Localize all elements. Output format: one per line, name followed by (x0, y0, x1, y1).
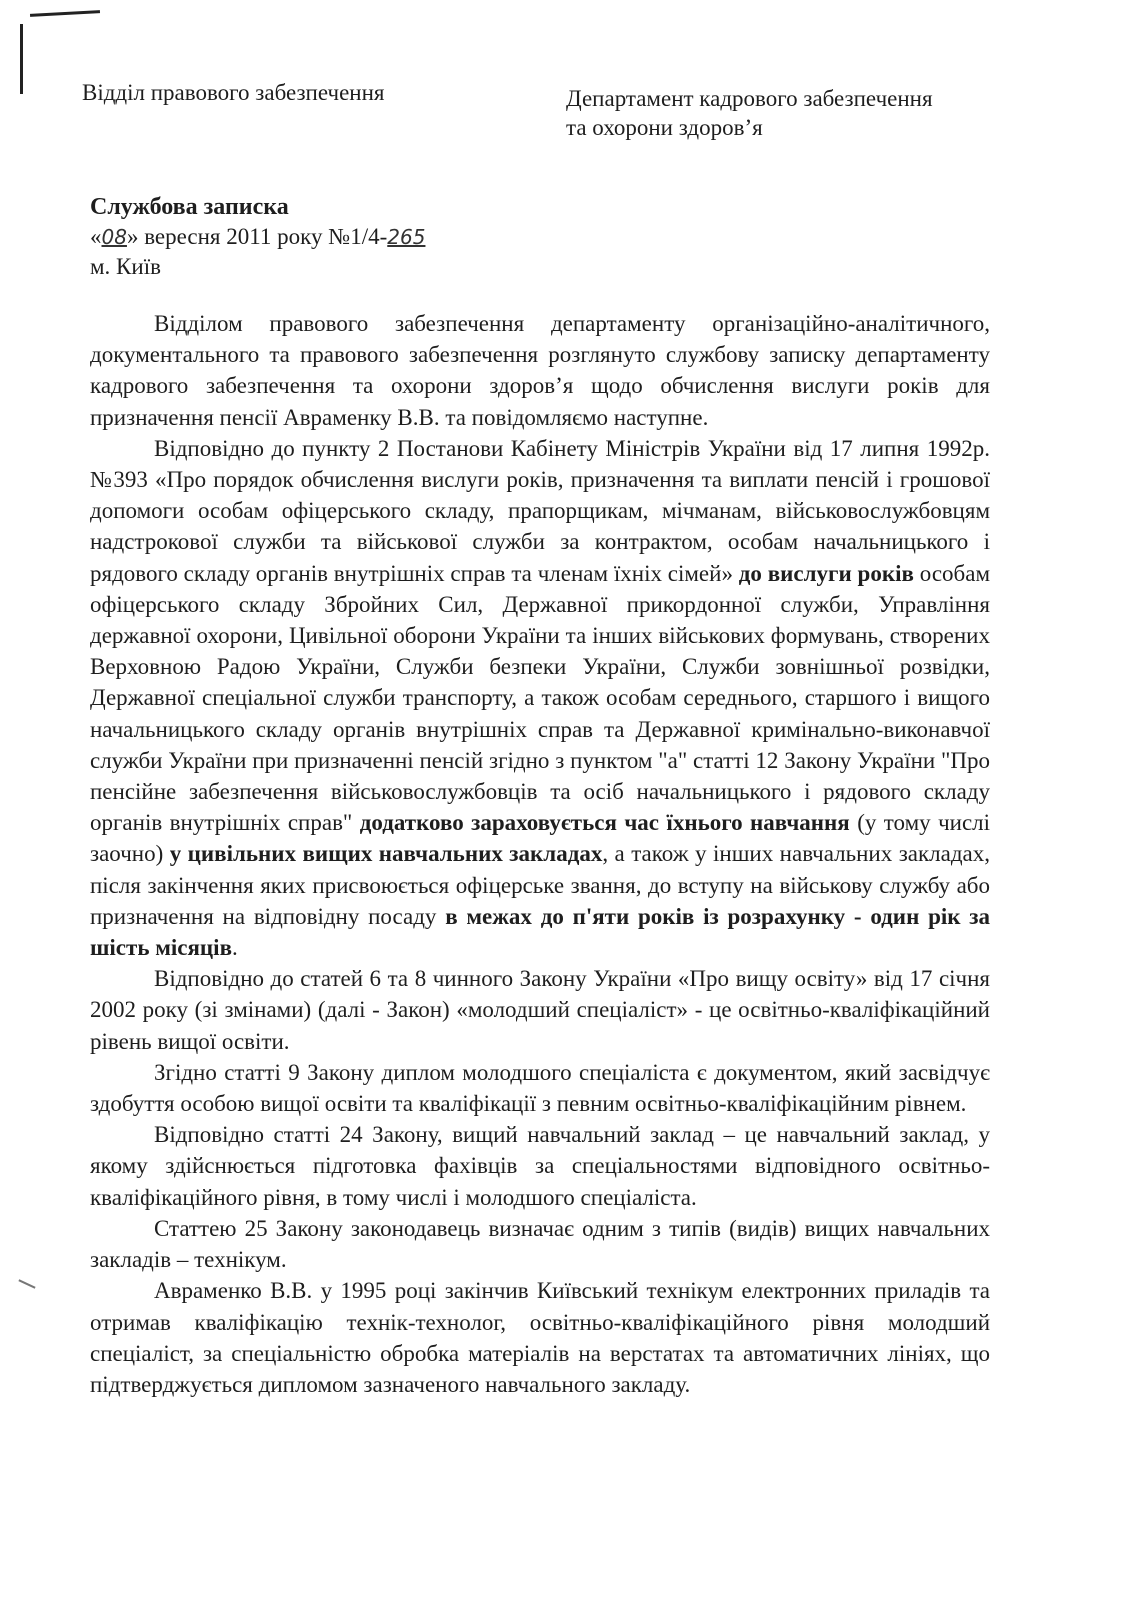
regulation-text: , а також у інших навчальних закладах, після закінчення яких присвоюється офіцерське звання, до вступу на військову службу або призначення на відповідну посаду (90, 841, 991, 929)
handwritten-day: 08 (101, 225, 127, 249)
date-open-quote: « (90, 224, 102, 249)
sender-department: Відділ правового забезпечення (82, 80, 385, 105)
handwritten-registration-number: 265 (387, 225, 426, 249)
recipient-line: та охорони здоров’я (566, 115, 763, 140)
memo-city: м. Київ (90, 254, 161, 279)
regulation-bold-text: додатково зараховується час їхнього навчання (359, 810, 850, 836)
paragraph-article-24: Відповідно статті 24 Закону, вищий навчальний заклад – це навчальний заклад, у якому здійснюється підготовка фахівців за спеціальностями відповідного освітньо-кваліфікаційного рівня, в тому числі і молодшого спеціаліста. (90, 1122, 990, 1210)
regulation-text: Відповідно до пункту 2 Постанови Кабінету Міністрів України від 17 липня 1992р. №393 «Про порядок обчислення вислуги років, призначення та виплати пенсій і грошової допомоги особам офіцерського складу, прапорщикам, мічманам, військовослужбовцям надстрокової служби та військової служби за контрактом, особам начальницького і рядового складу органів внутрішніх справ та членам їхніх сімей» (90, 435, 990, 586)
regulation-text: . (232, 935, 238, 961)
paragraph-intro: Відділом правового забезпечення департаменту організаційно-аналітичного, документального та правового забезпечення розглянуто службову записку департаменту кадрового забезпечення та охорони здоров’я щодо обчислення вислуги років для призначення пенсії Авраменку В.В. та повідомляємо наступне. (90, 311, 990, 430)
memo-date-line (90, 222, 425, 252)
memo-title: Службова записка (90, 194, 289, 220)
scan-corner-mark (30, 10, 100, 17)
paragraph-avramenko: Авраменко В.В. у 1995 році закінчив Київський технікум електронних приладів та отримав кваліфікацію технік-технолог, освітньо-кваліфікаційного рівня молодший спеціаліст, за спеціальністю обробка матеріалів на верстатах та автоматичних лініях, що підтверджується дипломом зазначеного навчального закладу. (90, 1278, 990, 1397)
regulation-text: (у тому числі заочно) (90, 810, 991, 867)
paragraph-regulation (90, 433, 990, 963)
scan-margin-mark (18, 1279, 35, 1288)
recipient-department (566, 84, 933, 142)
paragraph-article-25: Статтею 25 Закону законодавець визначає одним з типів (видів) вищих навчальних закладів – технікум. (90, 1215, 990, 1273)
paragraph-education-law: Відповідно до статей 6 та 8 чинного Закону України «Про вищу освіту» від 17 січня 2002 року (зі змінами) (далі - Закон) «молодший спеціаліст» - це освітньо-кваліфікаційний рівень вищої освіти. (90, 966, 990, 1054)
date-month-year-number: » вересня 2011 року №1/4- (126, 224, 388, 249)
regulation-bold-text: до вислуги років (738, 560, 914, 586)
paragraph-article-9: Згідно статті 9 Закону диплом молодшого спеціаліста є документом, який засвідчує здобуття особою вищої освіти та кваліфікації з певним освітньо-кваліфікаційним рівнем. (90, 1059, 990, 1117)
recipient-line: Департамент кадрового забезпечення (566, 86, 933, 111)
memo-body (90, 308, 990, 1400)
scan-corner-mark-vertical (20, 24, 23, 94)
regulation-bold-text: в межах до п'яти років із розрахунку - один рік за шість місяців (90, 903, 991, 961)
regulation-bold-text: у цивільних вищих навчальних закладах (169, 841, 603, 867)
memo-header (90, 193, 425, 281)
regulation-text: особам офіцерського складу Збройних Сил, Державної прикордонної служби, Управління державної охорони, Цивільної оборони України та інших військових формувань, створених Верховною Радою України, Служби безпеки України, Служби зовнішньої розвідки, Державної спеціальної служби транспорту, а також особам середнього, старшого і вищого начальницького складу органів внутрішніх справ та Державної кримінально-виконавчої служби України при призначенні пенсій згідно з пунктом "а" статті 12 Закону України "Про пенсійне забезпечення військовослужбовців та осіб начальницького і рядового складу органів внутрішніх справ" (90, 560, 990, 836)
